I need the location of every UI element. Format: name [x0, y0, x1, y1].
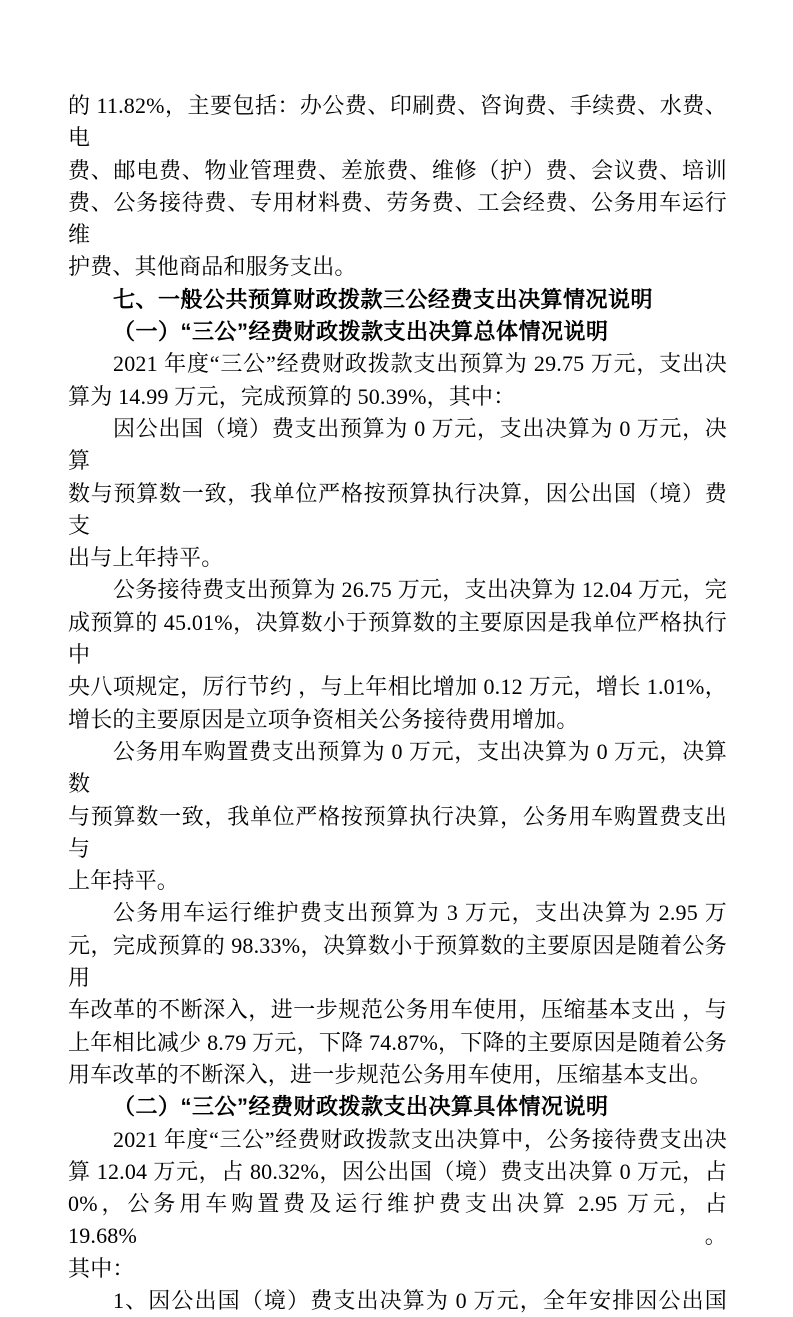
subsection-heading-one: （一）“三公”经费财政拨款支出决算总体情况说明: [113, 319, 609, 345]
body-line: 0%，公务用车购置费及运行维护费支出决算 2.95 万元，占 19.68%。: [68, 1191, 727, 1249]
body-line: 护费、其他商品和服务支出。: [68, 254, 357, 280]
body-line: 用车改革的不断深入，进一步规范公务用车使用，压缩基本支出。: [68, 1061, 712, 1087]
body-line: 算 12.04 万元，占 80.32%，因公出国（境）费支出决算 0 万元，占: [68, 1158, 727, 1184]
body-line: 上年相比减少 8.79 万元，下降 74.87%，下降的主要原因是随着公务: [68, 1029, 727, 1055]
list-item-line: 1、因公出国（境）费支出决算为 0 万元，全年安排因公出国: [113, 1287, 727, 1313]
body-line: 算为 14.99 万元，完成预算的 50.39%，其中：: [68, 383, 516, 409]
body-line: 费、公务接待费、专用材料费、劳务费、工会经费、公务用车运行维: [68, 189, 727, 248]
body-line: 其中：: [68, 1255, 135, 1281]
body-line: 公务用车运行维护费支出预算为 3 万元，支出决算为 2.95 万: [113, 900, 727, 926]
document-content: [68, 90, 727, 1317]
section-heading-seven: 七、一般公共预算财政拨款三公经费支出决算情况说明: [113, 286, 654, 312]
body-line: 出与上年持平。: [68, 545, 224, 571]
body-line: 央八项规定，厉行节约 ，与上年相比增加 0.12 万元，增长 1.01%，: [68, 674, 727, 700]
body-line: 2021 年度“三公”经费财政拨款支出决算中，公务接待费支出决: [113, 1126, 727, 1152]
body-line: 增长的主要原因是立项争资相关公务接待费用增加。: [68, 706, 579, 732]
body-line: 2021 年度“三公”经费财政拨款支出预算为 29.75 万元，支出决: [113, 351, 727, 377]
body-line: 数与预算数一致，我单位严格按预算执行决算，因公出国（境）费支: [68, 480, 727, 538]
body-line: 与预算数一致，我单位严格按预算执行决算，公务用车购置费支出与: [68, 803, 727, 861]
body-line: 公务接待费支出预算为 26.75 万元，支出决算为 12.04 万元，完: [113, 577, 727, 603]
subsection-heading-two: （二）“三公”经费财政拨款支出决算具体情况说明: [113, 1094, 609, 1120]
body-line: 成预算的 45.01%，决算数小于预算数的主要原因是我单位严格执行中: [68, 609, 727, 668]
body-line: 元，完成预算的 98.33%，决算数小于预算数的主要原因是随着公务用: [68, 932, 727, 991]
body-line: 因公出国（境）费支出预算为 0 万元，支出决算为 0 万元，决算: [68, 415, 727, 474]
body-line: 费、邮电费、物业管理费、差旅费、维修（护）费、会议费、培训: [68, 157, 727, 183]
body-line: 上年持平。: [68, 868, 180, 894]
body-line: 的 11.82%，主要包括：办公费、印刷费、咨询费、手续费、水费、电: [68, 93, 727, 151]
body-line: 车改革的不断深入，进一步规范公务用车使用，压缩基本支出 ，与: [68, 997, 727, 1023]
body-line: 公务用车购置费支出预算为 0 万元，支出决算为 0 万元，决算数: [68, 738, 727, 797]
